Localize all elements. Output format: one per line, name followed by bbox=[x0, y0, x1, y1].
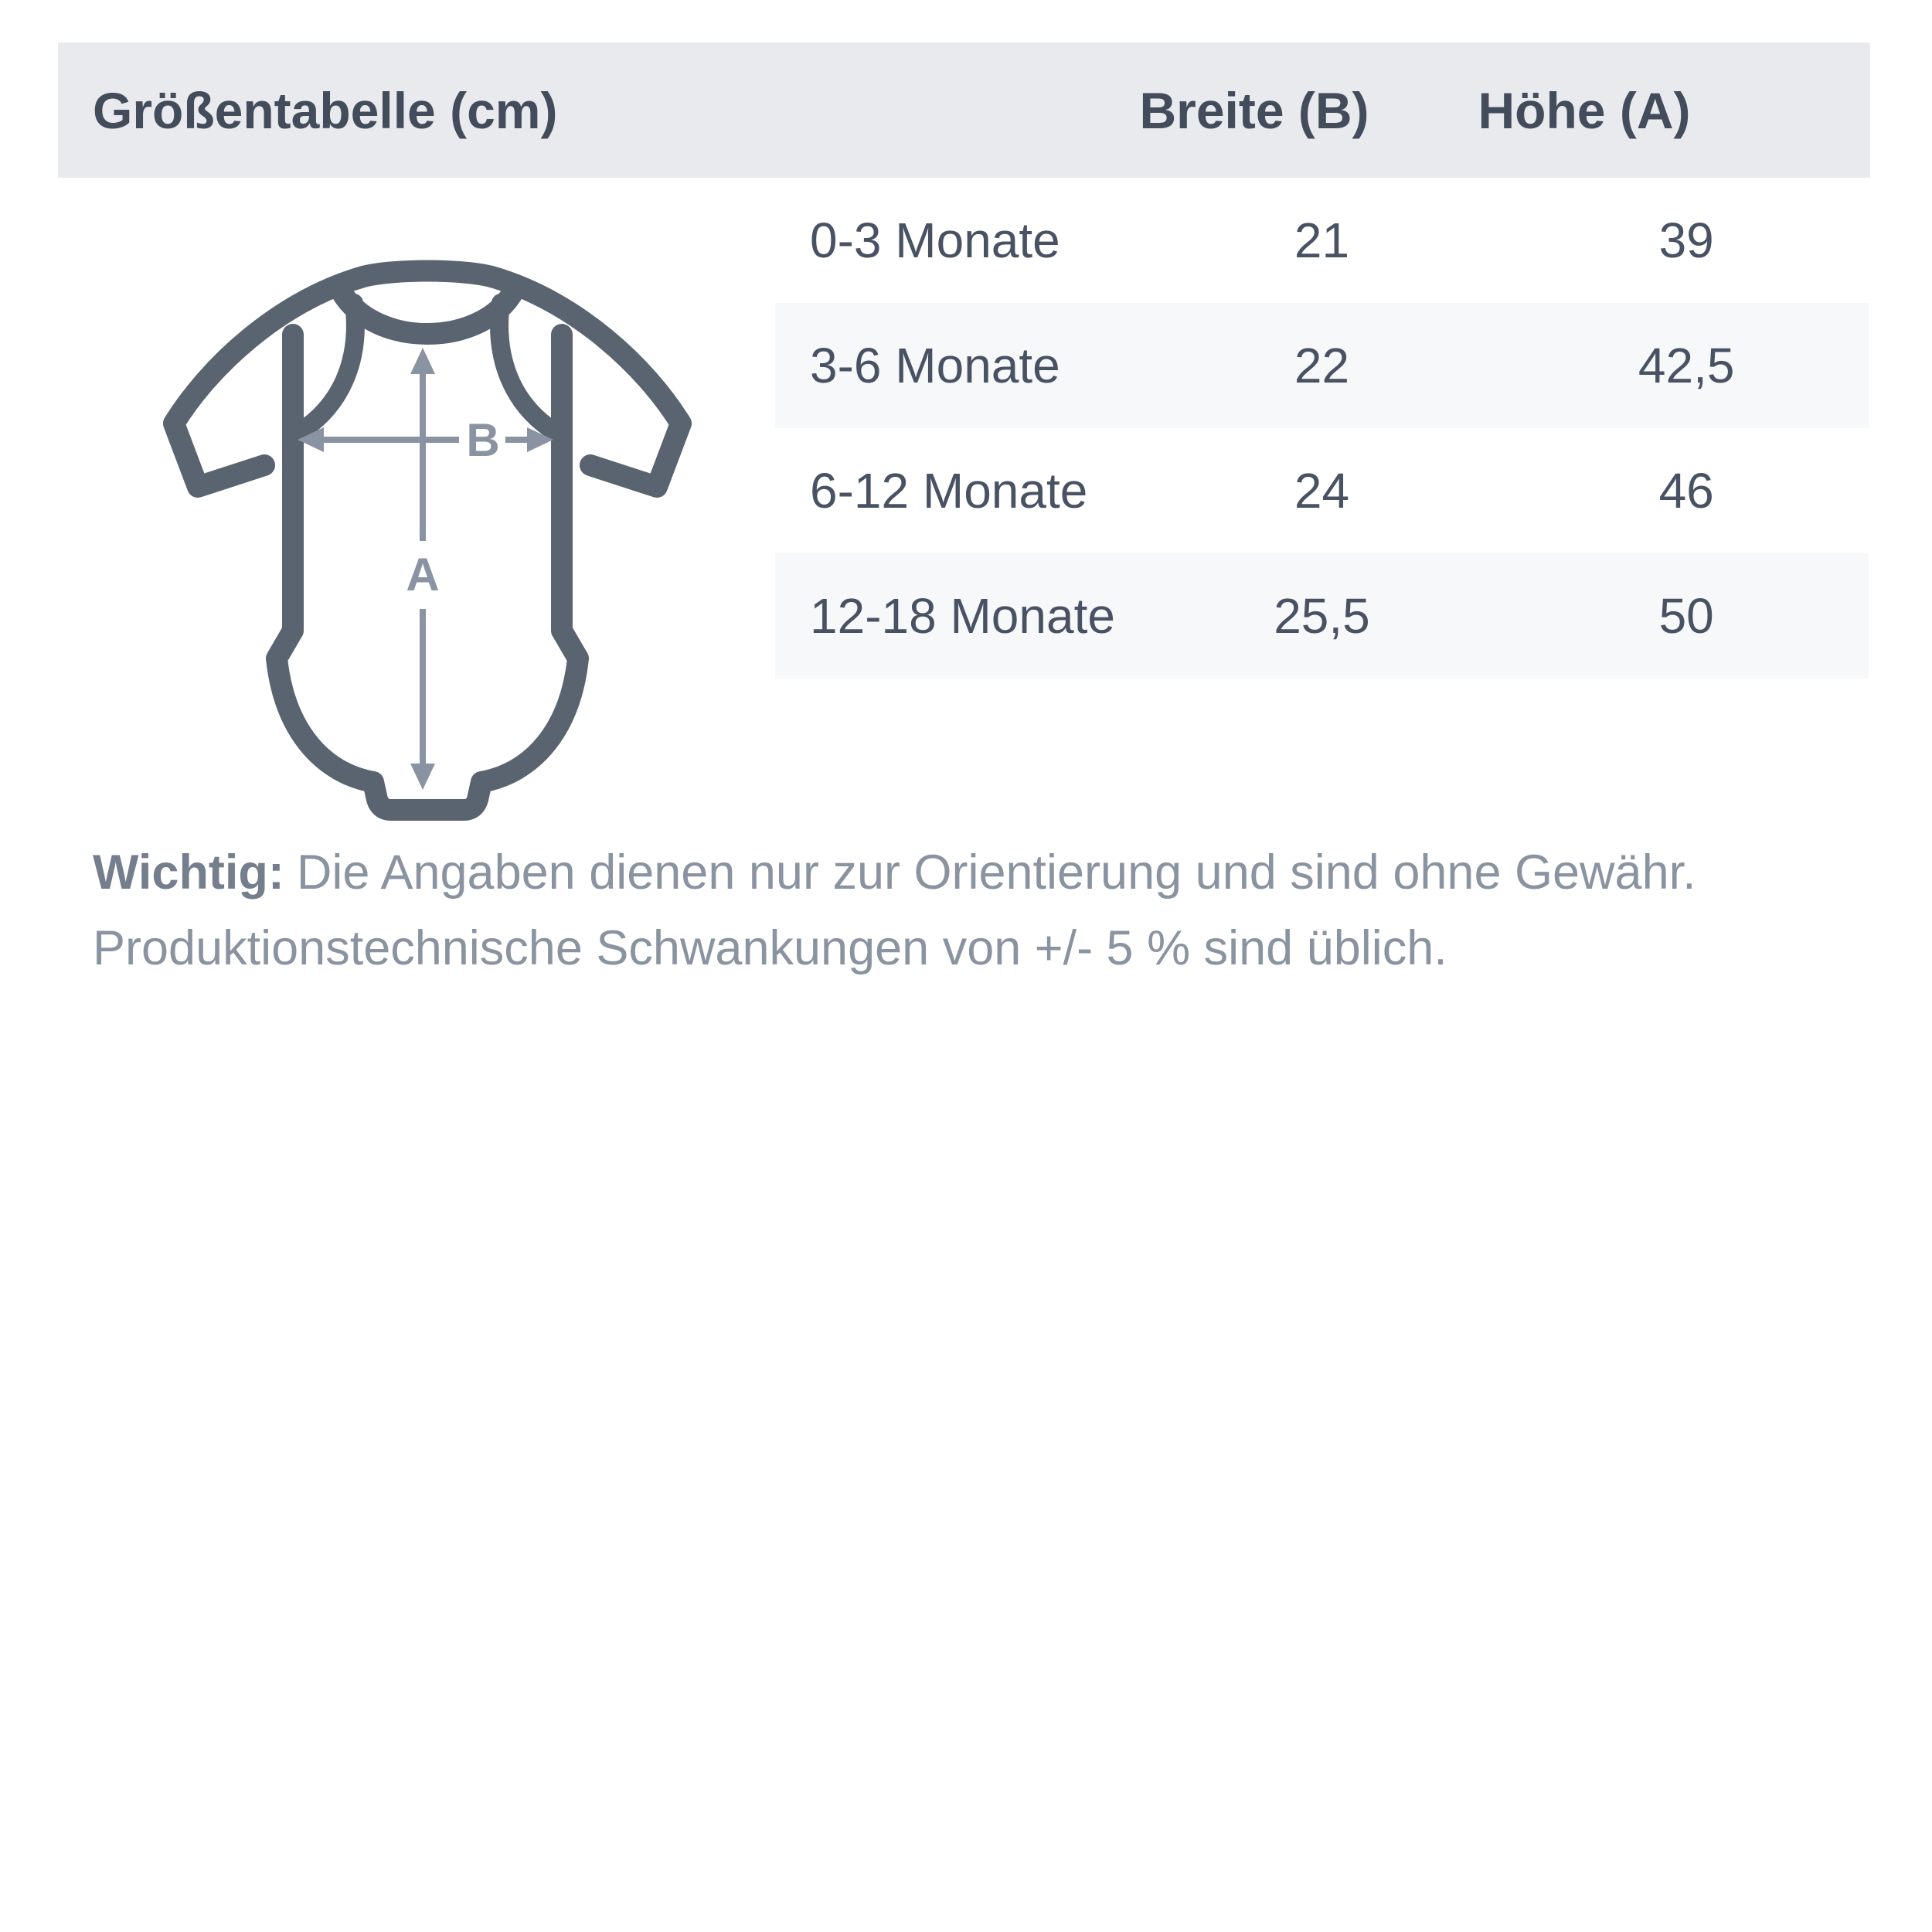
size-table bbox=[775, 178, 1869, 679]
disclaimer-text-1: Die Angaben dienen nur zur Orientierung und sind ohne Gewähr. bbox=[296, 845, 1696, 900]
disclaimer-line-1 bbox=[93, 835, 1862, 910]
column-header-height: Höhe (A) bbox=[1478, 81, 1691, 139]
disclaimer-lead: Wichtig: bbox=[93, 845, 284, 900]
table-row bbox=[775, 553, 1869, 679]
bodysuit-measurement-diagram bbox=[139, 232, 726, 831]
size-chart-header bbox=[58, 43, 1870, 178]
height-value: 42,5 bbox=[1638, 338, 1735, 393]
size-label: 0-3 Monate bbox=[810, 213, 1060, 268]
width-value: 22 bbox=[1294, 338, 1350, 393]
height-arrow-label: A bbox=[406, 549, 440, 600]
size-label: 12-18 Monate bbox=[810, 588, 1115, 644]
height-value: 46 bbox=[1658, 463, 1714, 519]
table-row bbox=[775, 428, 1869, 553]
size-label: 3-6 Monate bbox=[810, 338, 1060, 393]
size-label: 6-12 Monate bbox=[810, 463, 1088, 519]
width-value: 25,5 bbox=[1274, 588, 1370, 644]
disclaimer-note bbox=[93, 835, 1862, 986]
measurement-arrows bbox=[298, 348, 553, 790]
width-value: 21 bbox=[1294, 213, 1350, 268]
page-title: Größentabelle (cm) bbox=[93, 81, 558, 139]
height-value: 39 bbox=[1658, 213, 1714, 268]
bodysuit-outline-icon bbox=[174, 271, 681, 811]
disclaimer-line-2: Produktionstechnische Schwankungen von +/- 5 % sind üblich. bbox=[93, 921, 1447, 975]
table-row bbox=[775, 303, 1869, 428]
height-value: 50 bbox=[1658, 588, 1714, 644]
width-arrow-label: B bbox=[466, 414, 500, 466]
width-value: 24 bbox=[1294, 463, 1350, 519]
table-row bbox=[775, 178, 1869, 303]
column-header-width: Breite (B) bbox=[1139, 81, 1369, 139]
